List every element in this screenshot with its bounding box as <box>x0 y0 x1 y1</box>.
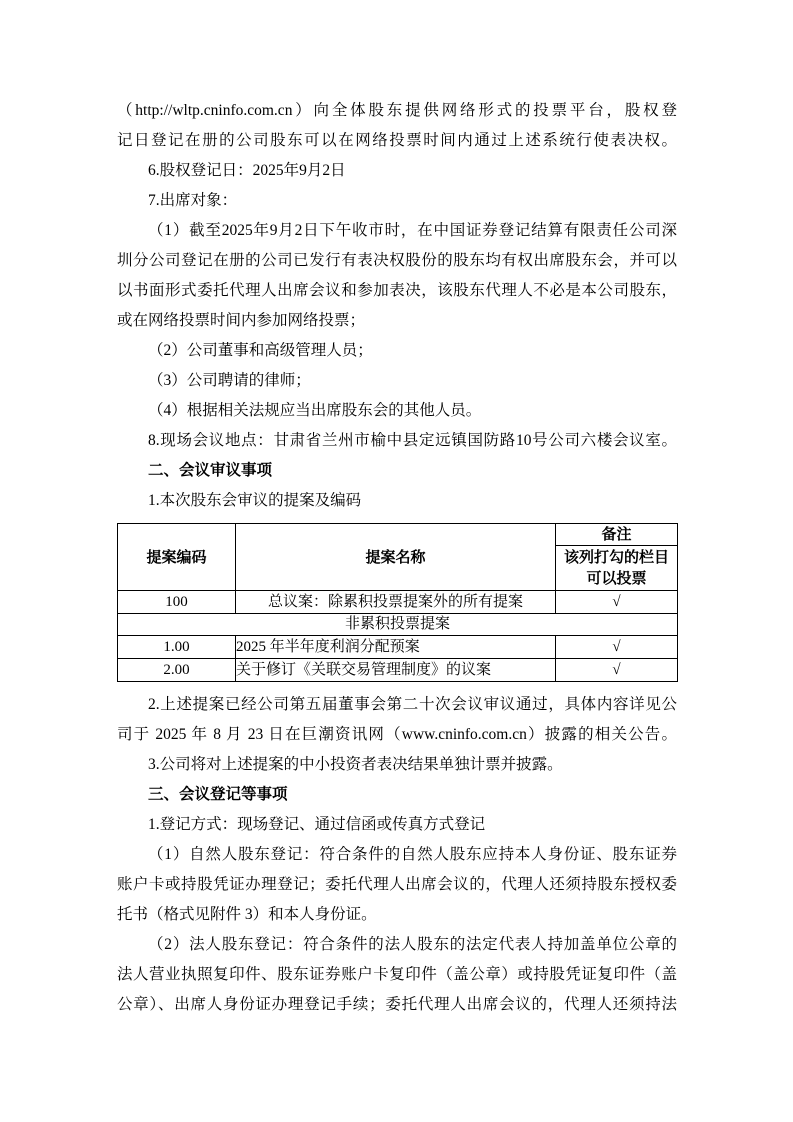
doc-line-attendee-1a: （1）截至2025年9月2日下午收市时，在中国证券登记结算有限责任公司深 <box>148 222 677 239</box>
doc-line-attendee-1b: 圳分公司登记在册的公司已发行有表决权股份的股东均有权出席股东会，并可以 <box>117 252 677 269</box>
proposal-code-cell: 100 <box>118 591 236 614</box>
table-row-proposal-1 <box>118 636 678 659</box>
table-header-proposal-name: 提案名称 <box>236 524 556 591</box>
doc-line-attendee-4: （4）根据相关法规应当出席股东会的其他人员。 <box>148 402 482 419</box>
doc-line-venue: 8.现场会议地点：甘肃省兰州市榆中县定远镇国防路10号公司六楼会议室。 <box>148 432 677 449</box>
proposal-table-header-row <box>118 524 678 546</box>
table-header-remark-note-line2: 可以投票 <box>586 570 647 587</box>
doc-line-legal-person-b: 法人营业执照复印件、股东证券账户卡复印件（盖公章）或持股凭证复印件（盖 <box>117 966 677 983</box>
doc-line-record-date: 6.股权登记日：2025年9月2日 <box>148 162 346 179</box>
proposal-name-cell: 关于修订《关联交易管理制度》的议案 <box>236 659 556 682</box>
non-cumulative-group-label: 非累积投票提案 <box>118 614 678 636</box>
doc-line-attendee-1c: 以书面形式委托代理人出席会议和参加表决，该股东代理人不必是本公司股东， <box>117 282 677 299</box>
doc-line-board-approval-a: 2.上述提案已经公司第五届董事会第二十次会议审议通过，具体内容详见公 <box>148 696 677 713</box>
table-row-proposal-2 <box>118 659 678 682</box>
proposal-check-cell: √ <box>556 659 678 682</box>
section-heading-registration: 三、会议登记等事项 <box>148 786 288 803</box>
doc-line-voting-rights-cont: 记日登记在册的公司股东可以在网络投票时间内通过上述系统行使表决权。 <box>117 132 677 149</box>
proposal-code-cell: 2.00 <box>118 659 236 682</box>
doc-line-board-approval-b: 司于 2025 年 8 月 23 日在巨潮资讯网（www.cninfo.com.cn）披露的相关公告。 <box>117 726 677 743</box>
proposal-check-cell: √ <box>556 636 678 659</box>
section-heading-review-matters: 二、会议审议事项 <box>148 462 273 479</box>
doc-line-natural-person-a: （1）自然人股东登记：符合条件的自然人股东应持本人身份证、股东证券 <box>148 846 677 863</box>
doc-line-attendees-label: 7.出席对象： <box>148 192 238 209</box>
table-header-remark-note <box>556 546 678 591</box>
proposal-check-cell: √ <box>556 591 678 614</box>
doc-line-legal-person-c: 公章）、出席人身份证办理登记手续；委托代理人出席会议的，代理人还须持法 <box>117 996 677 1013</box>
doc-line-proposal-intro: 1.本次股东会审议的提案及编码 <box>148 492 362 509</box>
doc-line-legal-person-a: （2）法人股东登记：符合条件的法人股东的法定代表人持加盖单位公章的 <box>148 936 677 953</box>
proposal-code-cell: 1.00 <box>118 636 236 659</box>
doc-line-attendee-2: （2）公司董事和高级管理人员； <box>148 342 373 359</box>
proposal-table <box>117 523 678 682</box>
doc-line-registration-method: 1.登记方式：现场登记、通过信函或传真方式登记 <box>148 816 486 833</box>
proposal-name-cell: 总议案：除累积投票提案外的所有提案 <box>236 591 556 614</box>
table-row-general-proposal <box>118 591 678 614</box>
doc-line-separate-count: 3.公司将对上述提案的中小投资者表决结果单独计票并披露。 <box>148 756 563 773</box>
doc-line-attendee-1d: 或在网络投票时间内参加网络投票； <box>117 312 366 329</box>
doc-line-natural-person-c: 托书（格式见附件 3）和本人身份证。 <box>117 906 377 923</box>
table-header-proposal-code: 提案编码 <box>118 524 236 591</box>
doc-line-natural-person-b: 账户卡或持股凭证办理登记；委托代理人出席会议的，代理人还须持股东授权委 <box>117 876 677 893</box>
table-header-remark: 备注 <box>556 524 678 546</box>
proposal-name-cell: 2025 年半年度利润分配预案 <box>236 636 556 659</box>
doc-line-attendee-3: （3）公司聘请的律师； <box>148 372 311 389</box>
doc-line-voting-platform-cont: （http://wltp.cninfo.com.cn）向全体股东提供网络形式的投票平台，股权登 <box>117 102 677 119</box>
document-body <box>117 96 677 1020</box>
table-header-remark-note-line1: 该列打勾的栏目 <box>563 549 669 566</box>
table-row-non-cumulative-group <box>118 614 678 636</box>
